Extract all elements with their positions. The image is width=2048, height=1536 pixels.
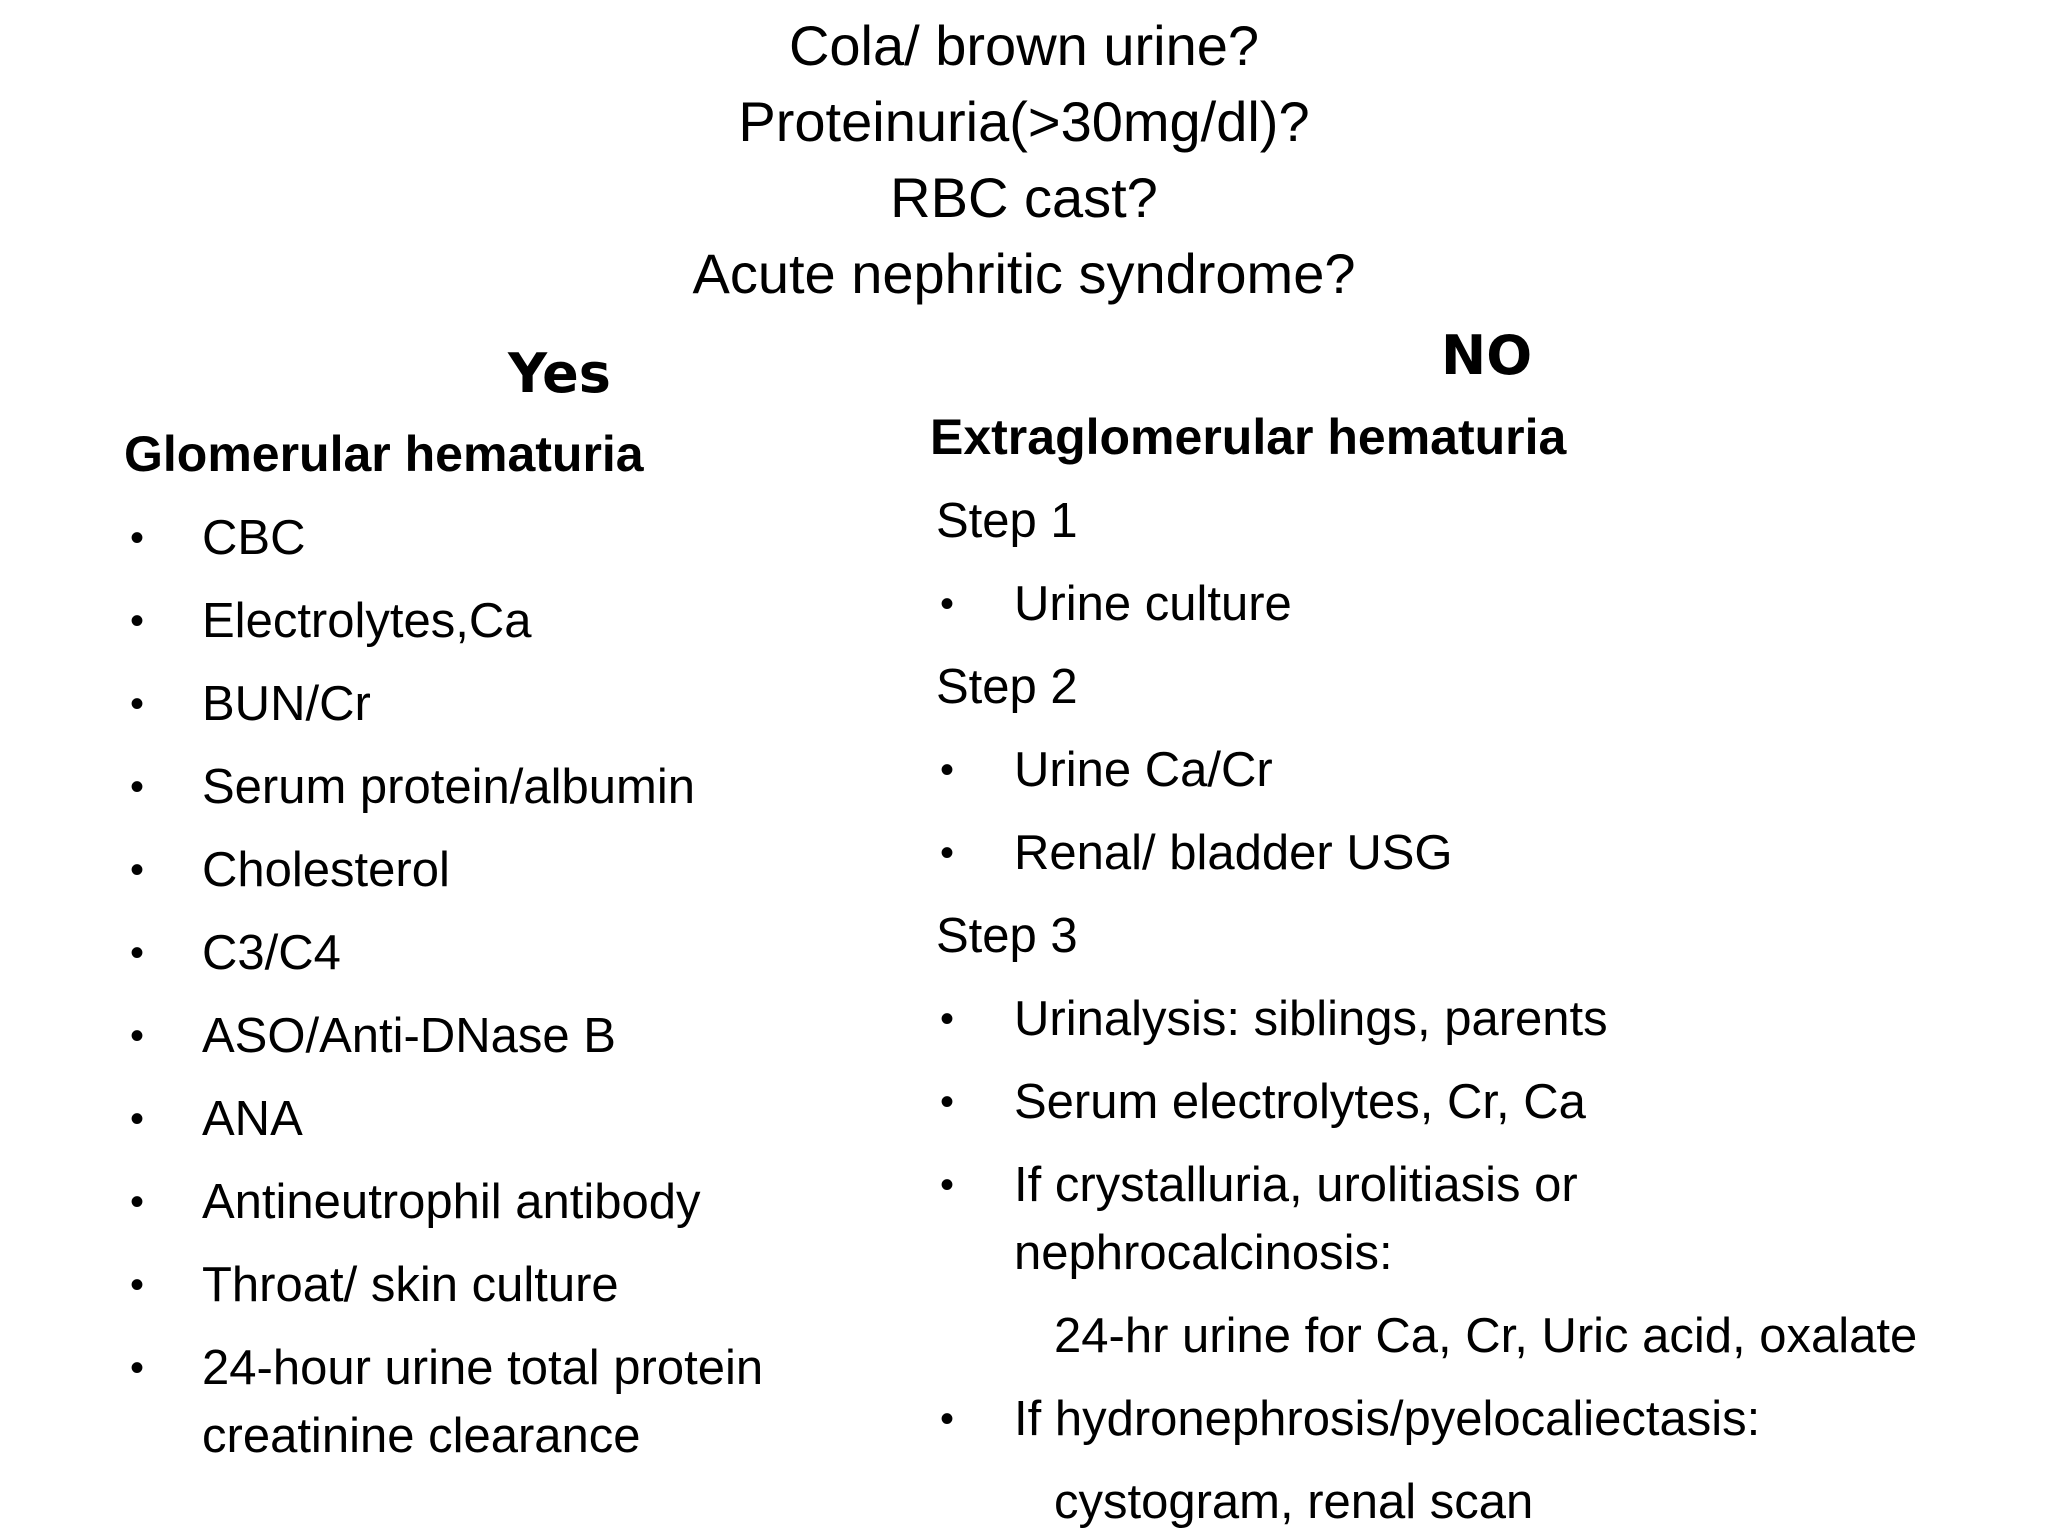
bullet-glyph: • [130, 848, 145, 892]
list-item-bun-cr: BUN/Cr [202, 677, 371, 731]
list-item-antineutrophil: Antineutrophil antibody [202, 1175, 701, 1229]
list-item-24-hour-urine: 24-hour urine total protein [202, 1341, 764, 1395]
step-2-label: Step 2 [936, 660, 1078, 714]
list-item-aso: ASO/Anti-DNase B [202, 1009, 616, 1063]
list-item-ana: ANA [202, 1092, 303, 1146]
bullet-glyph: • [940, 1397, 955, 1441]
bullet-glyph: • [940, 748, 955, 792]
extraglomerular-hematuria-title: Extraglomerular hematuria [930, 409, 1567, 465]
question-proteinuria: Proteinuria(>30mg/dl)? [738, 90, 1310, 153]
sub-item-24hr-urine: 24-hr urine for Ca, Cr, Uric acid, oxalate [1054, 1309, 1918, 1363]
bullet-glyph: • [940, 582, 955, 626]
list-item-throat-skin-culture: Throat/ skin culture [202, 1258, 619, 1312]
glomerular-hematuria-title: Glomerular hematuria [124, 426, 644, 482]
bullet-glyph: • [130, 516, 145, 560]
bullet-glyph: • [130, 599, 145, 643]
question-acute-nephritic: Acute nephritic syndrome? [692, 242, 1356, 305]
step-1-label: Step 1 [936, 494, 1078, 548]
list-item-cholesterol: Cholesterol [202, 843, 450, 897]
list-item-serum-electrolytes: Serum electrolytes, Cr, Ca [1014, 1075, 1586, 1129]
bullet-glyph: • [130, 765, 145, 809]
bullet-glyph: • [130, 931, 145, 975]
bullet-glyph: • [130, 1097, 145, 1141]
list-item-c3-c4: C3/C4 [202, 926, 341, 980]
no-heading: NO [1441, 324, 1533, 387]
question-block [0, 8, 2048, 312]
list-item-urine-culture: Urine culture [1014, 577, 1292, 631]
bullet-glyph: • [940, 997, 955, 1041]
list-item-urinalysis-family: Urinalysis: siblings, parents [1014, 992, 1608, 1046]
bullet-glyph: • [130, 1014, 145, 1058]
list-item-urine-ca-cr: Urine Ca/Cr [1014, 743, 1273, 797]
bullet-glyph: • [130, 682, 145, 726]
list-item-serum-protein: Serum protein/albumin [202, 760, 695, 814]
bullet-glyph: • [130, 1263, 145, 1307]
list-item-cbc: CBC [202, 511, 306, 565]
list-item-creatinine-clearance: creatinine clearance [202, 1409, 641, 1463]
bullet-glyph: • [130, 1180, 145, 1224]
bullet-glyph: • [940, 831, 955, 875]
list-item-crystalluria: If crystalluria, urolitiasis or [1014, 1158, 1578, 1212]
bullet-glyph: • [940, 1163, 955, 1207]
question-rbc-cast: RBC cast? [890, 166, 1158, 229]
yes-heading: Yes [508, 342, 611, 405]
step-3-label: Step 3 [936, 909, 1078, 963]
list-item-electrolytes: Electrolytes,Ca [202, 594, 532, 648]
question-cola-urine: Cola/ brown urine? [788, 14, 1260, 77]
bullet-glyph: • [940, 1080, 955, 1124]
list-item-nephrocalcinosis: nephrocalcinosis: [1014, 1226, 1393, 1280]
bullet-glyph: • [130, 1346, 145, 1390]
list-item-renal-bladder-usg: Renal/ bladder USG [1014, 826, 1453, 880]
sub-item-cystogram: cystogram, renal scan [1054, 1475, 1534, 1529]
list-item-hydronephrosis: If hydronephrosis/pyelocaliectasis: [1014, 1392, 1761, 1446]
